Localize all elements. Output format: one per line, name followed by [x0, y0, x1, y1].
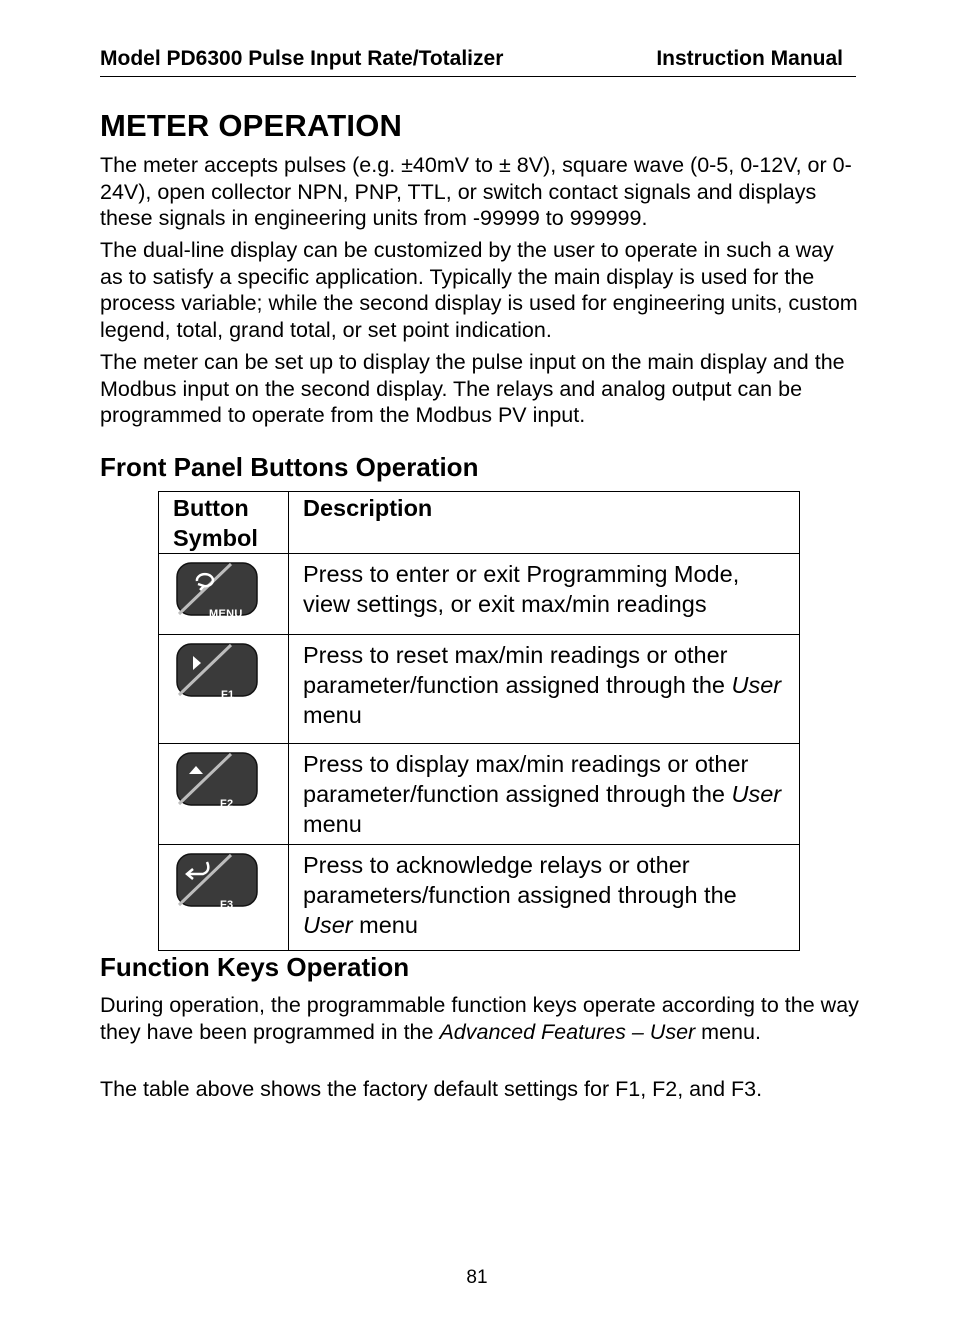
column-header-symbol: Button Symbol: [159, 492, 289, 554]
button-description: Press to acknowledge relays or other parameters/function assigned through the User menu: [289, 845, 800, 951]
menu-button-symbol: [176, 562, 258, 620]
paragraph-function-keys: During operation, the programmable function keys operate according to the way they have been programmed in the Advanced Features – User menu.: [100, 993, 859, 1044]
function-keys-heading: Function Keys Operation: [100, 952, 410, 982]
paragraph-modbus-setup: The meter can be set up to display the pulse input on the main display and the Modbus input on the second display. The relays and analog output can be programmed to operate from the Modbus PV input.: [100, 350, 845, 427]
table-row: [159, 554, 800, 635]
header-model-title: Model PD6300 Pulse Input Rate/Totalizer: [100, 47, 504, 70]
button-key-label: MENU: [209, 608, 243, 620]
page-header: [100, 46, 856, 77]
table-header-row: [159, 492, 800, 554]
paragraph-factory-defaults: The table above shows the factory default settings for F1, F2, and F3.: [100, 1077, 763, 1101]
paragraph-meter-inputs: The meter accepts pulses (e.g. ±40mV to ± 8V), square wave (0-5, 0-12V, or 0-24V), open collector NPN, PNP, TTL, or switch contact signals and displays these signals in engineering units from -99999 to 999999.: [100, 153, 852, 230]
table-row: [159, 845, 800, 951]
table-row: [159, 635, 800, 744]
table-row: [159, 744, 800, 845]
button-key-label: F1: [221, 689, 235, 701]
column-header-description: Description: [289, 492, 800, 554]
front-panel-heading: Front Panel Buttons Operation: [100, 452, 479, 482]
button-description: Press to enter or exit Programming Mode, view settings, or exit max/min readings: [289, 554, 800, 635]
button-key-label: F3: [220, 899, 234, 911]
button-description: Press to reset max/min readings or other parameter/function assigned through the User menu: [289, 635, 800, 744]
f1-button-symbol: [176, 643, 258, 701]
f3-button-symbol: [176, 853, 258, 911]
front-panel-buttons-table: [158, 491, 800, 951]
header-manual-label: Instruction Manual: [656, 47, 843, 70]
f2-button-symbol: [176, 752, 258, 810]
section-title: METER OPERATION: [100, 108, 403, 143]
paragraph-dual-line-display: The dual-line display can be customized by the user to operate in such a way as to satisfy a specific application. Typically the main display is used for the process variable; while the second display is used for engineering units, custom legend, total, grand total, or set point indication.: [100, 238, 858, 342]
button-description: Press to display max/min readings or other parameter/function assigned through the User menu: [289, 744, 800, 845]
button-key-label: F2: [220, 798, 234, 810]
page-number: 81: [466, 1267, 488, 1288]
